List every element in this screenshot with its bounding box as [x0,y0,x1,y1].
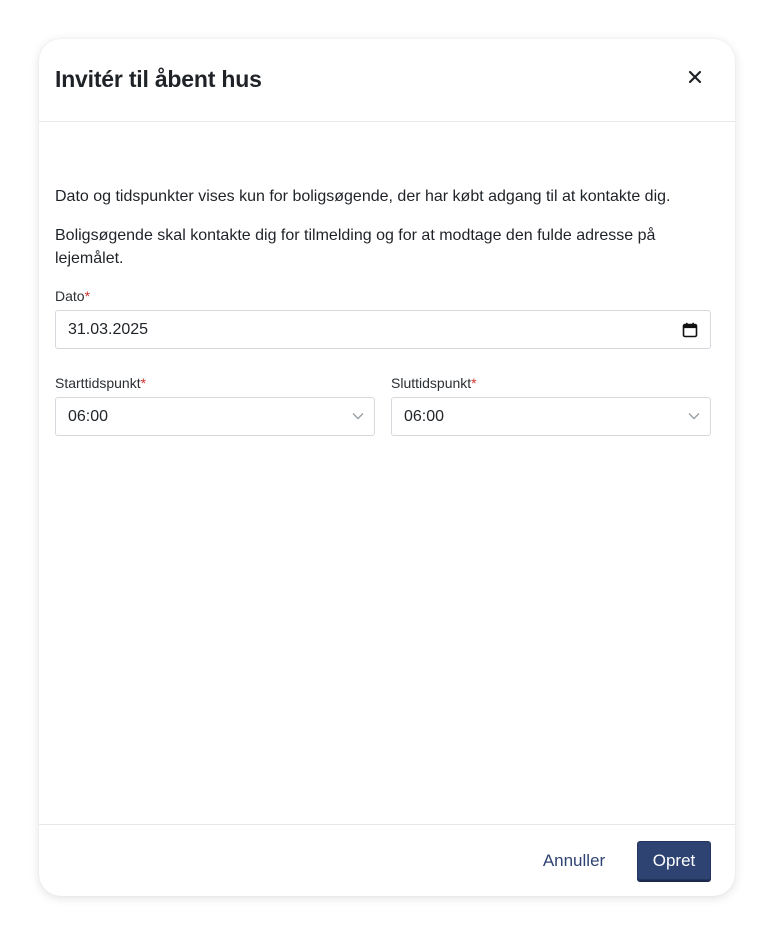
calendar-icon[interactable] [682,322,698,338]
create-button[interactable]: Opret [637,841,711,880]
cancel-button[interactable]: Annuller [529,841,619,880]
chevron-down-icon [352,412,364,420]
date-label: Dato* [55,288,91,304]
date-value: 31.03.2025 [68,320,149,338]
open-house-dialog [39,39,735,896]
dialog-footer [39,824,735,896]
date-input[interactable] [55,310,711,349]
start-time-label: Starttidspunkt* [55,375,147,391]
required-marker: * [84,288,91,304]
required-marker: * [140,375,147,391]
start-time-value: 06:00 [68,407,109,425]
chevron-down-icon [688,412,700,420]
close-icon [688,70,702,84]
end-time-label: Sluttidspunkt* [391,375,477,391]
info-text-contact: Boligsøgende skal kontakte dig for tilmelding og for at modtage den fulde adresse på lejemålet. [55,227,656,267]
dialog-title: Invitér til åbent hus [55,66,262,92]
close-button[interactable] [682,64,708,90]
info-text-visibility: Dato og tidspunkter vises kun for boligsøgende, der har købt adgang til at kontakte dig. [55,188,671,205]
start-time-select[interactable] [55,397,375,436]
dialog-header [39,39,735,122]
end-time-select[interactable] [391,397,711,436]
end-time-value: 06:00 [404,407,445,425]
required-marker: * [471,375,477,391]
